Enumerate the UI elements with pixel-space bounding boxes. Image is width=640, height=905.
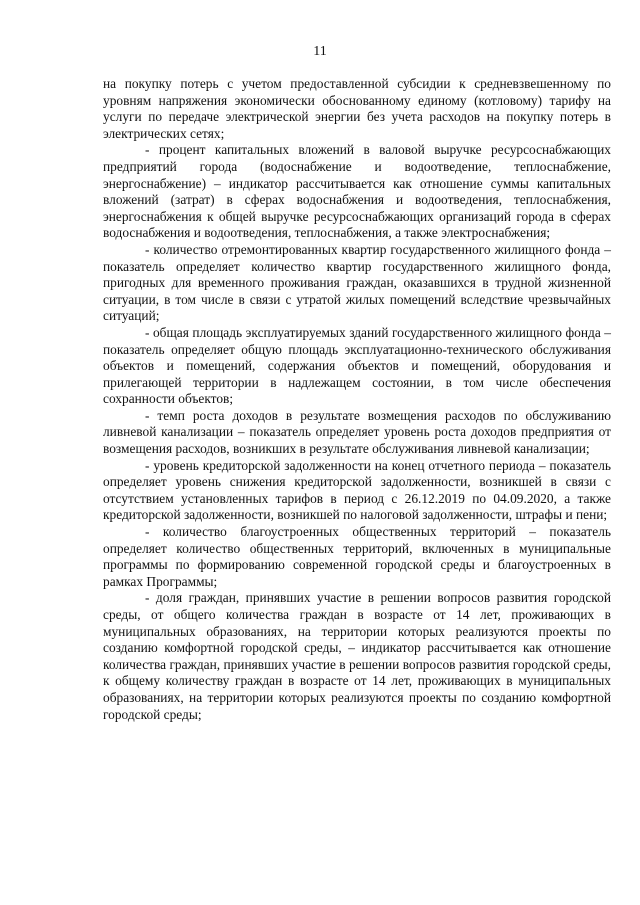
page-number: 11: [313, 44, 327, 59]
paragraph-repaired-apartments: - количество отремонтированных квартир государственного жилищного фонда – показатель определяет количество квартир государственного жилищного фонда, пригодных для временного проживания граждан, оказавшихся в трудной жизненной ситуации, в том числе в связи с утратой жилых помещений вследствие чрезвычайных ситуаций;: [103, 241, 611, 324]
paragraph-accounts-payable: - уровень кредиторской задолженности на конец отчетного периода – показатель определяет уровень снижения кредиторской задолженности, возникшей в связи с отсутствием установленных тарифов в период с 26.12.2019 по 04.09.2020, а также кредиторской задолженности, возникшей по налоговой задолженности, штрафы и пени;: [103, 457, 611, 523]
paragraph-citizen-participation: - доля граждан, принявших участие в решении вопросов развития городской среды, от общего количества граждан в возрасте от 14 лет, проживающих в муниципальных образованиях, на территории которых реализуются проекты по созданию комфортной городской среды, – индикатор рассчитывается как отношение количества граждан, принявших участие в решении вопросов развития городской среды, к общему количеству граждан в возрасте от 14 лет, проживающих в муниципальных образованиях, на территории которых реализуются проекты по созданию комфортной городской среды;: [103, 590, 611, 722]
paragraph-continuation: на покупку потерь с учетом предоставленной субсидии к средневзвешенному по уровням напряжения экономически обоснованному единому (котловому) тарифу на услуги по передаче электрической энергии без учета расходов на покупку потерь в электрических сетях;: [103, 76, 611, 141]
paragraph-public-territories: - количество благоустроенных общественных территорий – показатель определяет количество общественных территорий, включенных в муниципальные программы по формированию современной городской среды и благоустроенных в рамках Программы;: [103, 524, 611, 589]
paragraph-capital-investment: - процент капитальных вложений в валовой выручке ресурсоснабжающих предприятий города (водоснабжение и водоотведение, теплоснабжение, энергоснабжение) – индикатор рассчитывается как отношение суммы капитальных вложений (затрат) в сферах водоснабжения и водоотведения, теплоснабжения, энергоснабжения к общей выручке ресурсоснабжающих организаций города в сферах водоснабжения и водоотведения, теплоснабжения, а также электроснабжения;: [103, 142, 611, 241]
paragraph-building-area: - общая площадь эксплуатируемых зданий государственного жилищного фонда – показатель определяет общую площадь эксплуатационно-технического обслуживания объектов и помещений, содержания объектов и помещений, оборудования и прилегающей территории в надлежащем состоянии, в том числе обеспечения сохранности объектов;: [103, 324, 611, 407]
page-body: [103, 76, 611, 723]
paragraph-income-growth: - темп роста доходов в результате возмещения расходов по обслуживанию ливневой канализации – показатель определяет уровень роста доходов предприятия от возмещения расходов, возникших в результате обслуживания ливневой канализации;: [103, 407, 611, 457]
